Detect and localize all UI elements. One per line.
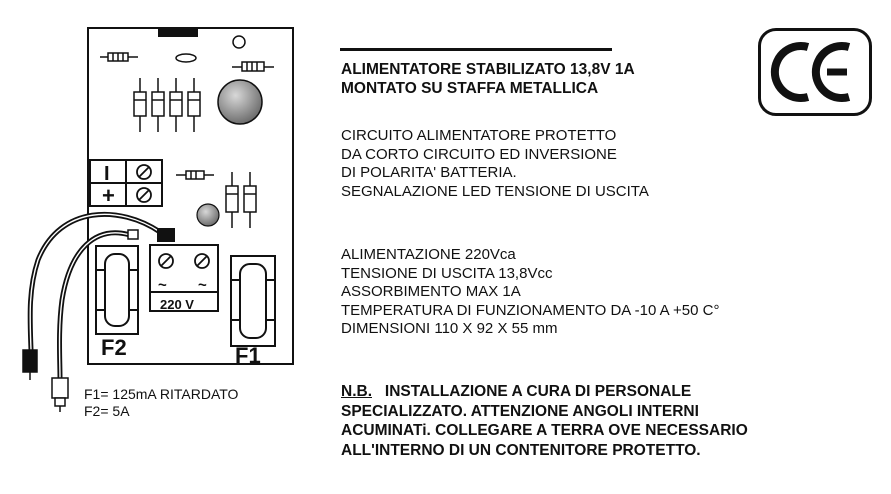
fuse-f2 [96, 246, 138, 334]
ac-tilde-left: ~ [158, 277, 167, 294]
spec-line: TENSIONE DI USCITA 13,8Vcc [341, 264, 553, 282]
title-line-2: MONTATO SU STAFFA METALLICA [341, 80, 599, 97]
title-line-1: ALIMENTATORE STABILIZATO 13,8V 1A [341, 61, 635, 78]
spec-line: TEMPERATURA DI FUNZIONAMENTO DA -10 A +50 C° [341, 301, 720, 319]
description-block [341, 127, 649, 201]
spec-line: DIMENSIONI 110 X 92 X 55 mm [341, 320, 558, 337]
specs-block [341, 246, 719, 339]
description-line: SEGNALAZIONE LED TENSIONE DI USCITA [341, 182, 649, 200]
cable-clamp [157, 228, 175, 242]
note-prefix: N.B. [341, 383, 372, 400]
ce-mark-icon [761, 31, 869, 113]
description-line: DI POLARITA' BATTERIA. [341, 164, 517, 181]
fuse-f1-note: F1= 125mA RITARDATO [84, 386, 239, 402]
led-indicator [197, 204, 219, 226]
terminal-minus-label: I [104, 163, 110, 185]
note-line-2: SPECIALIZZATO. ATTENZIONE ANGOLI INTERNI [341, 402, 699, 420]
ce-mark [758, 28, 872, 116]
note-line-3: ACUMINATi. COLLEGARE A TERRA OVE NECESSARIO [341, 422, 748, 439]
note-line-4: ALL'INTERNO DI UN CONTENITORE PROTETTO. [341, 441, 701, 459]
fuse-f2-label: F2 [101, 335, 127, 360]
title-rule [340, 48, 612, 51]
fuse-f1-label: F1 [235, 343, 261, 368]
product-title [341, 60, 635, 98]
description-line: DA CORTO CIRCUITO ED INVERSIONE [341, 145, 617, 163]
top-connector [158, 28, 198, 37]
large-capacitor [218, 80, 262, 124]
note-line-1: INSTALLAZIONE A CURA DI PERSONALE [384, 383, 692, 400]
spec-line: ALIMENTAZIONE 220Vca [341, 246, 516, 263]
fuse-f2-note: F2= 5A [84, 403, 130, 419]
ac-tilde-right: ~ [198, 277, 207, 294]
terminal-voltage-label: 220 V [160, 297, 194, 312]
installation-note [341, 382, 748, 460]
spec-line: ASSORBIMENTO MAX 1A [341, 283, 521, 300]
description-line: CIRCUITO ALIMENTATORE PROTETTO [341, 127, 617, 144]
fuse-f1 [231, 256, 275, 346]
terminal-plus-label: + [102, 183, 115, 208]
fuse-notes [84, 386, 238, 420]
